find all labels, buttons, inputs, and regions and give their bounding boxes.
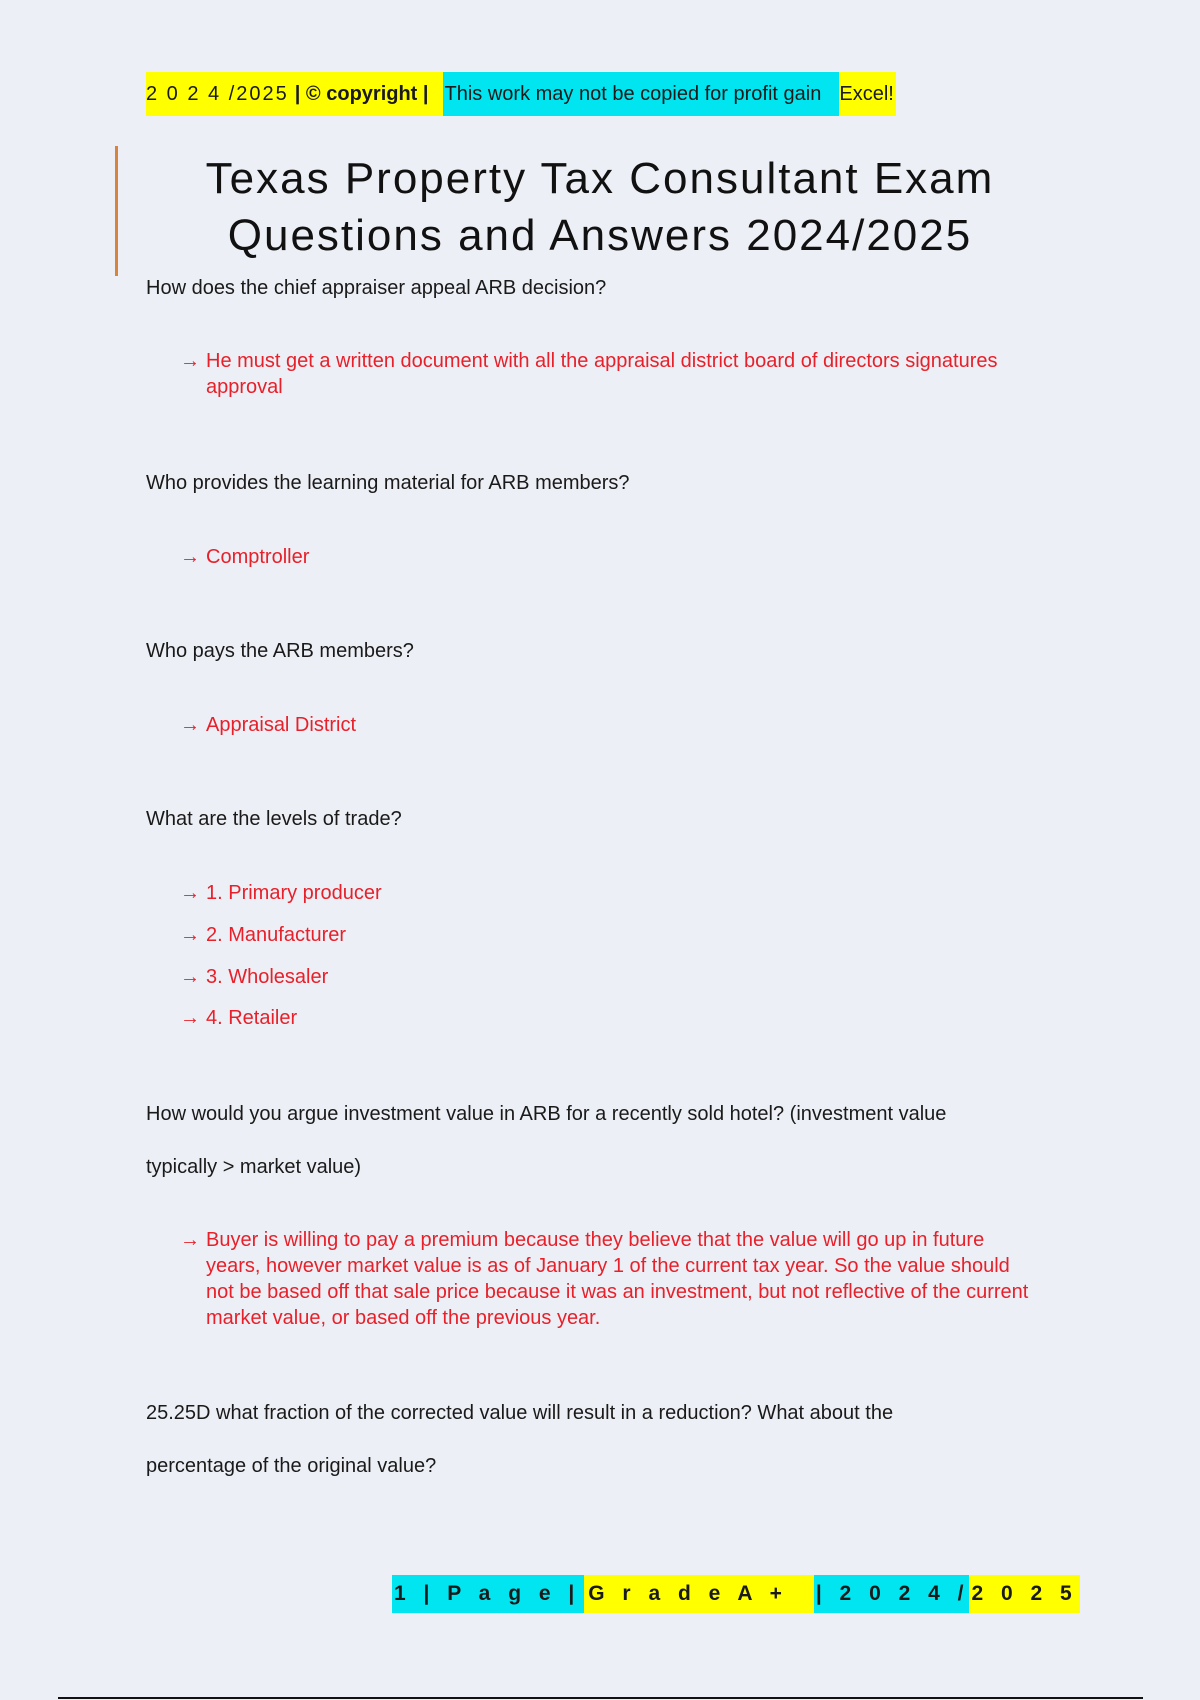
arrow-right-icon: → xyxy=(180,882,200,904)
answer-3 xyxy=(180,712,356,738)
answer-4-item xyxy=(180,880,382,906)
answer-3-text: Appraisal District xyxy=(206,714,357,736)
footer-year-2: 2 0 2 5 xyxy=(969,1575,1079,1613)
answer-4-item-text: 3. Wholesaler xyxy=(206,966,329,988)
question-3: Who pays the ARB members? xyxy=(146,640,414,662)
arrow-right-icon: → xyxy=(180,350,200,372)
answer-4-item xyxy=(180,964,328,990)
answer-2 xyxy=(180,544,309,570)
header-year: 2 0 2 4 /2025 xyxy=(146,72,295,116)
title-line-2: Questions and Answers 2024/2025 xyxy=(227,211,973,260)
document-title xyxy=(150,150,1050,264)
answer-1-text: He must get a written document with all the appraisal district board of directors signatures approval xyxy=(206,350,998,398)
answer-4-item-text: 2. Manufacturer xyxy=(206,924,347,946)
answer-5-text: Buyer is willing to pay a premium because they believe that the value will go up in future years, however market value is as of January 1 of the current tax year. So the value should not be based off that sale price because it was an investment, but not reflective of the current market value, or based off the previous year. xyxy=(206,1229,1029,1329)
arrow-right-icon: → xyxy=(180,1229,200,1251)
question-6-line-2: percentage of the original value? xyxy=(146,1455,437,1477)
answer-4-item-text: 4. Retailer xyxy=(206,1007,298,1029)
footer-year-1: | 2 0 2 4 / xyxy=(814,1575,970,1613)
footer-banner xyxy=(392,1575,1080,1613)
header-copyright: | © copyright | xyxy=(295,72,443,116)
title-line-1: Texas Property Tax Consultant Exam xyxy=(205,154,995,203)
question-5-line-2: typically > market value) xyxy=(146,1156,362,1178)
arrow-right-icon: → xyxy=(180,714,200,736)
arrow-right-icon: → xyxy=(180,546,200,568)
question-5-line-1: How would you argue investment value in ARB for a recently sold hotel? (investment value xyxy=(146,1103,947,1125)
answer-2-text: Comptroller xyxy=(206,546,310,568)
arrow-right-icon: → xyxy=(180,1007,200,1029)
answer-4-item xyxy=(180,922,346,948)
answer-4-item-text: 1. Primary producer xyxy=(206,882,382,904)
question-4: What are the levels of trade? xyxy=(146,808,402,830)
header-excel: Excel! xyxy=(839,72,895,116)
question-1: How does the chief appraiser appeal ARB decision? xyxy=(146,277,607,299)
footer-grade: G r a d e A + xyxy=(584,1575,814,1613)
question-2: Who provides the learning material for ARB members? xyxy=(146,472,630,494)
arrow-right-icon: → xyxy=(180,966,200,988)
header-banner xyxy=(146,72,896,116)
question-6-line-1: 25.25D what fraction of the corrected value will result in a reduction? What about the xyxy=(146,1402,894,1424)
footer-page: 1 | P a g e | xyxy=(392,1575,584,1613)
header-notice: This work may not be copied for profit gain xyxy=(443,72,840,116)
title-accent-bar xyxy=(115,146,118,276)
answer-4-item xyxy=(180,1005,297,1031)
footer-rule xyxy=(58,1697,1143,1699)
arrow-right-icon: → xyxy=(180,924,200,946)
answer-1 xyxy=(180,348,1000,400)
answer-5 xyxy=(180,1227,1040,1331)
